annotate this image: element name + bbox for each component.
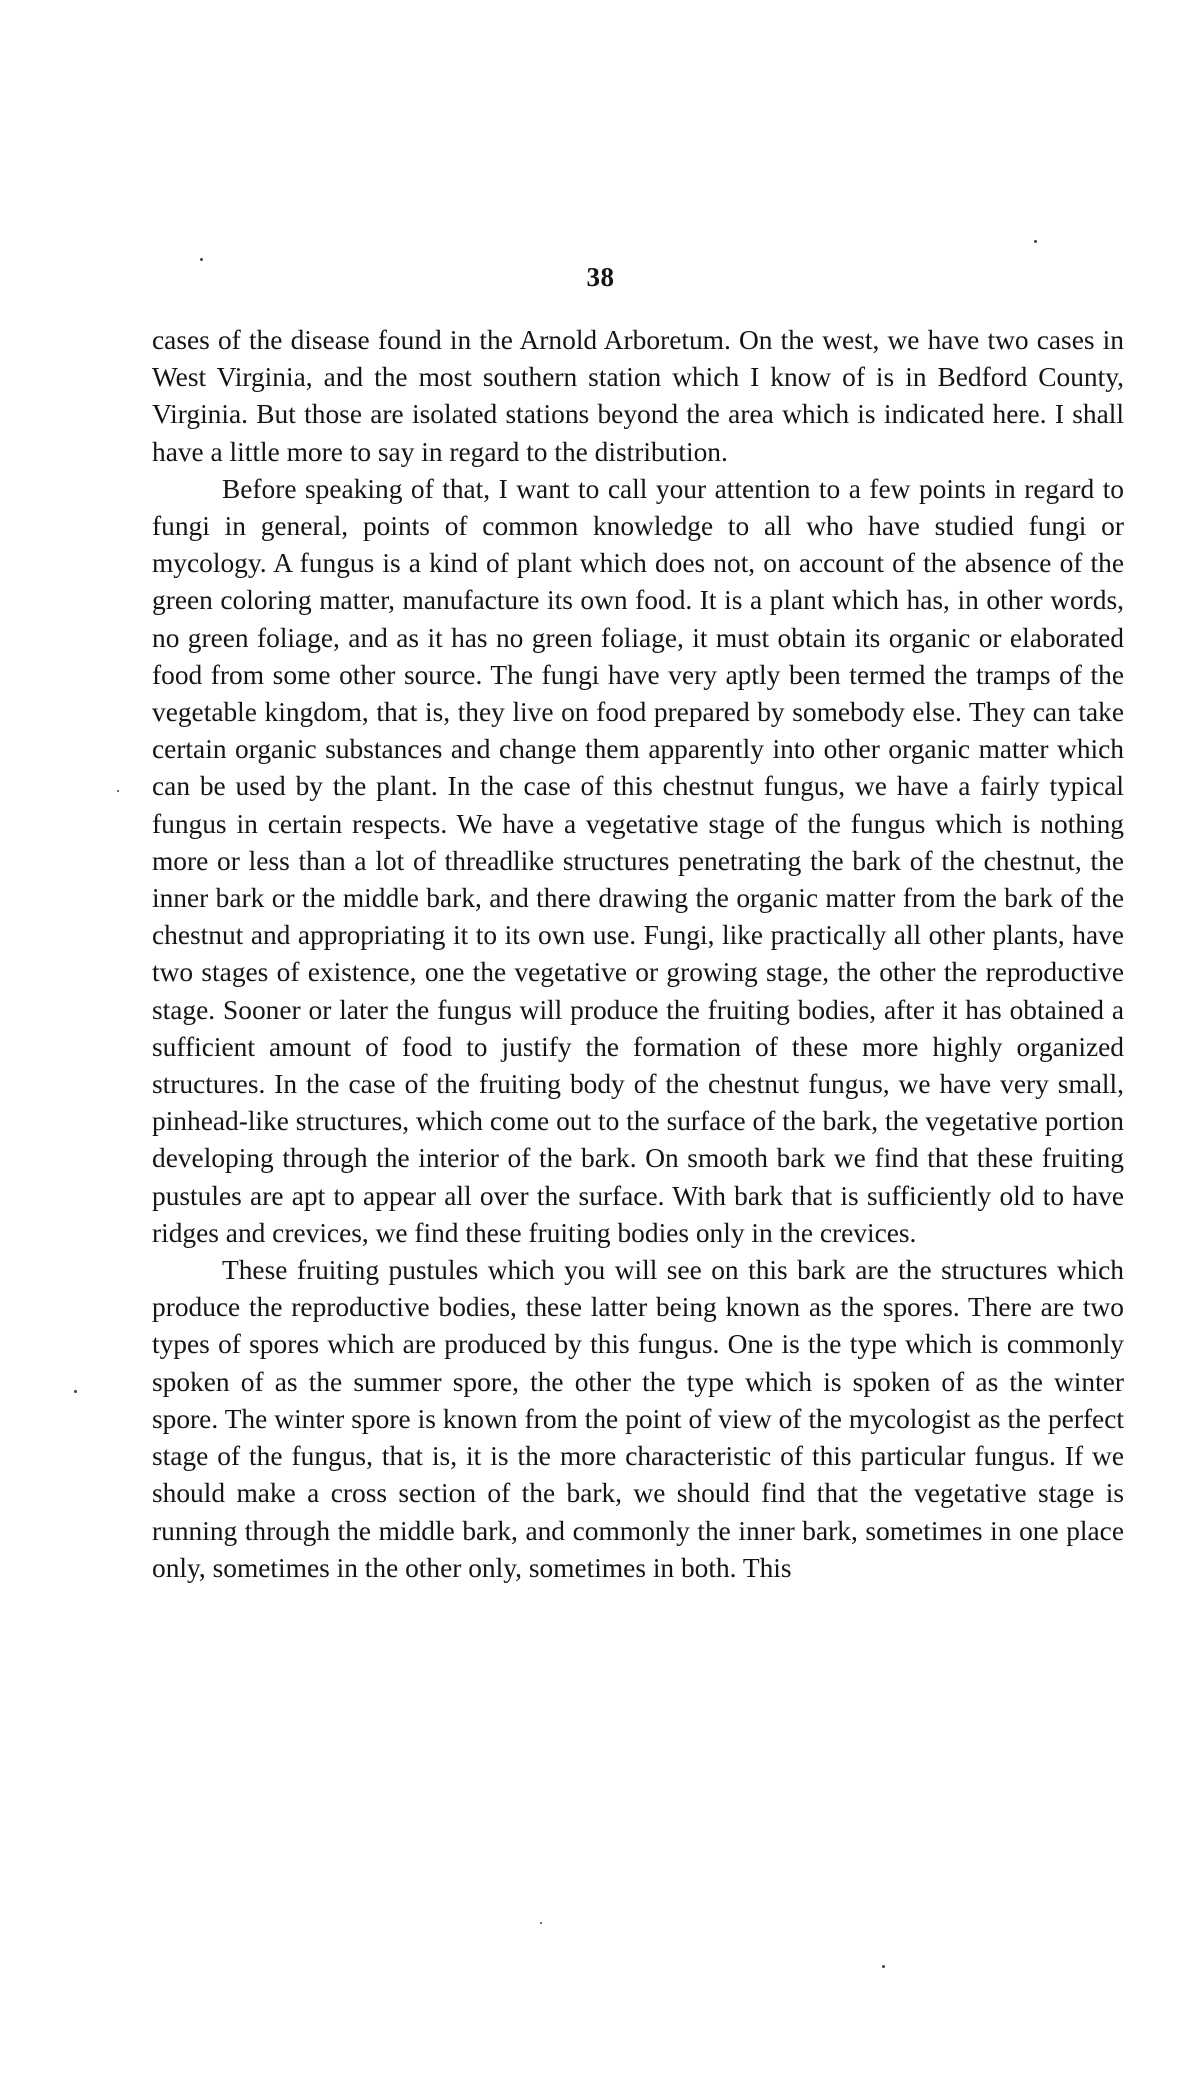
scan-speck xyxy=(117,790,119,792)
scan-speck xyxy=(540,1922,542,1924)
body-text xyxy=(152,322,1124,1587)
page-number: 38 xyxy=(586,262,615,292)
scan-speck xyxy=(1034,240,1037,243)
scan-speck xyxy=(200,258,203,261)
paragraph-continuation: cases of the disease found in the Arnold Arboretum. On the west, we have two cases in West Virginia, and the most southern station which I know of is in Bedford County, Virginia. But those are isolated stations beyond the area which is indicated here. I shall have a little more to say in regard to the distribution. xyxy=(152,325,1124,467)
scan-speck xyxy=(882,1965,885,1968)
scan-speck xyxy=(74,1390,77,1393)
paragraph-fruiting-pustules: These fruiting pustules which you will see on this bark are the structures which produce the reproductive bodies, these latter being known as the spores. There are two types of spores which are produced by this fungus. One is the type which is commonly spoken of as the summer spore, the other the type which is spoken of as the winter spore. The winter spore is known from the point of view of the mycologist as the perfect stage of the fungus, that is, it is the more characteristic of this particular fungus. If we should make a cross section of the bark, we should find that the vegetative stage is running through the middle bark, and commonly the inner bark, sometimes in one place only, sometimes in the other only, sometimes in both. This xyxy=(152,1255,1124,1583)
paragraph-fungi-general: Before speaking of that, I want to call your attention to a few points in regard to fungi in general, points of common knowledge to all who have studied fungi or mycology. A fungus is a kind of plant which does not, on account of the absence of the green coloring matter, manufacture its own food. It is a plant which has, in other words, no green foliage, and as it has no green foliage, it must obtain its organic or elaborated food from some other source. The fungi have very aptly been termed the tramps of the vegetable kingdom, that is, they live on food prepared by somebody else. They can take certain organic substances and change them apparently into other organic matter which can be used by the plant. In the case of this chestnut fungus, we have a fairly typical fungus in certain respects. We have a vegetative stage of the fungus which is nothing more or less than a lot of threadlike structures penetrating the bark of the chestnut, the inner bark or the middle bark, and there drawing the organic matter from the bark of the chestnut and appropriating it to its own use. Fungi, like practically all other plants, have two stages of existence, one the vegetative or growing stage, the other the reproductive stage. Sooner or later the fungus will produce the fruiting bodies, after it has obtained a sufficient amount of food to justify the formation of these more highly organized structures. In the case of the fruiting body of the chestnut fungus, we have very small, pinhead-like structures, which come out to the surface of the bark, the vegetative portion developing through the interior of the bark. On smooth bark we find that these fruiting pustules are apt to appear all over the surface. With bark that is sufficiently old to have ridges and crevices, we find these fruiting bodies only in the crevices. xyxy=(152,473,1124,1248)
